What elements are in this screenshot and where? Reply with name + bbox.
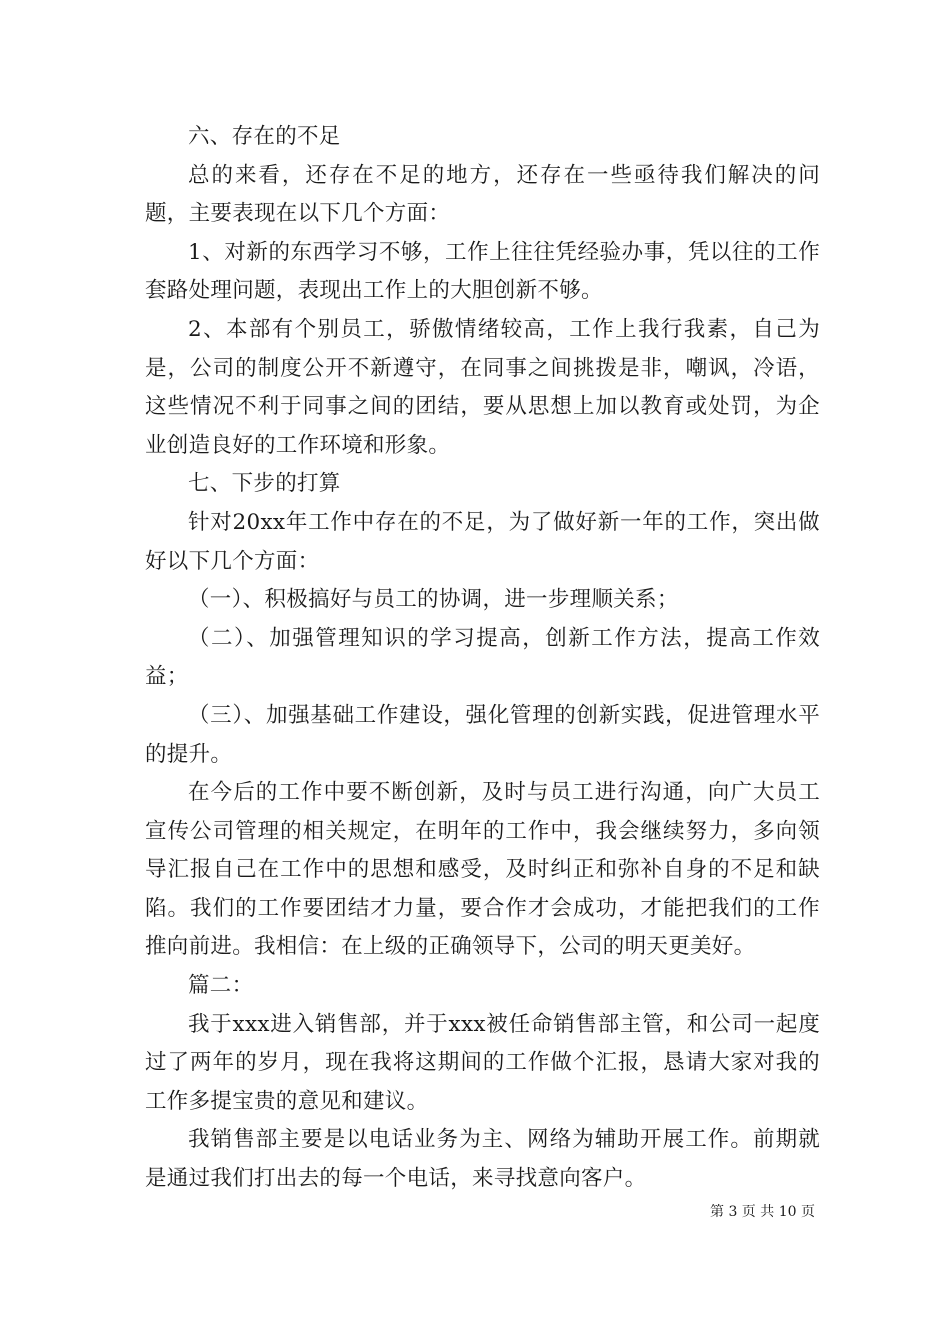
paragraph-plan-intro: 针对20xx年工作中存在的不足，为了做好新一年的工作，突出做好以下几个方面： <box>145 509 820 574</box>
paragraph-overview: 总的来看，还存在不足的地方，还存在一些亟待我们解决的问题，主要表现在以下几个方面： <box>145 162 820 227</box>
section-heading-next-steps: 七、下步的打算 <box>188 471 341 497</box>
paragraph-future-work: 在今后的工作中要不断创新，及时与员工进行沟通，向广大员工宣传公司管理的相关规定，在明年的工作中，我会继续努力，多向领导汇报自己在工作中的思想和感受，及时纠正和弥补自身的不足和缺陷。我们的工作要团结才力量，要合作才会成功，才能把我们的工作推向前进。我相信：在上级的正确领导下，公司的明天更美好。 <box>145 780 820 960</box>
paragraph-plan-3: （三）、加强基础工作建设，强化管理的创新实践，促进管理水平的提升。 <box>145 702 820 767</box>
page-number-footer: 第 3 页 共 10 页 <box>710 1204 815 1220</box>
paragraph-sales-intro: 我于xxx进入销售部，并于xxx被任命销售部主管，和公司一起度过了两年的岁月，现在我将这期间的工作做个汇报，恳请大家对我的工作多提宝贵的意见和建议。 <box>145 1011 820 1114</box>
paragraph-item-1: 1、对新的东西学习不够，工作上往往凭经验办事，凭以往的工作套路处理问题，表现出工作上的大胆创新不够。 <box>145 239 820 304</box>
paragraph-plan-2: （二）、加强管理知识的学习提高，创新工作方法，提高工作效益； <box>145 625 820 690</box>
section-heading-shortcomings: 六、存在的不足 <box>188 124 341 149</box>
section-heading-part-two: 篇二： <box>188 973 254 999</box>
paragraph-sales-method: 我销售部主要是以电话业务为主、网络为辅助开展工作。前期就是通过我们打出去的每一个电话，来寻找意向客户。 <box>145 1127 820 1192</box>
document-body <box>145 118 820 1199</box>
paragraph-item-2: 2、本部有个别员工，骄傲情绪较高，工作上我行我素，自己为是，公司的制度公开不新遵守，在同事之间挑拨是非，嘲讽，冷语，这些情况不利于同事之间的团结，要从思想上加以教育或处罚，为企业创造良好的工作环境和形象。 <box>145 316 820 458</box>
paragraph-plan-1: （一）、积极搞好与员工的协调，进一步理顺关系； <box>188 587 679 613</box>
